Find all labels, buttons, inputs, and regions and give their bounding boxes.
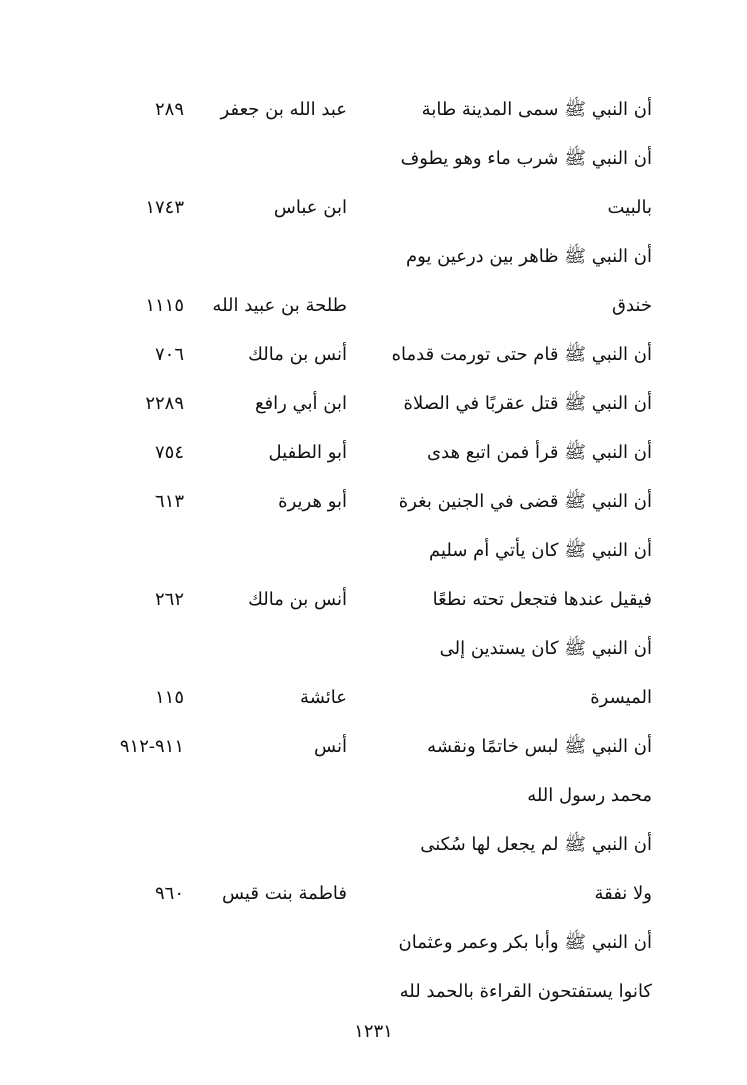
index-row: [0, 771, 747, 820]
index-row: [0, 526, 747, 575]
narrator-name: أنس: [314, 736, 347, 757]
narrator-name: أبو الطفيل: [268, 442, 347, 463]
hadith-number: ٢٢٨٩: [145, 393, 184, 414]
hadith-text: أن النبي ﷺ وأبا بكر وعمر وعثمان: [398, 932, 652, 953]
narrator-name: ابن عباس: [273, 197, 347, 218]
hadith-text: أن النبي ﷺ ظاهر بين درعين يوم: [405, 246, 652, 267]
hadith-text: أن النبي ﷺ قتل عقربًا في الصلاة: [403, 393, 652, 414]
hadith-text: الميسرة: [590, 687, 652, 708]
hadith-text: أن النبي ﷺ قرأ فمن اتبع هدى: [427, 442, 652, 463]
index-row: [0, 869, 747, 918]
hadith-number: ٩١١-٩١٢: [119, 736, 184, 757]
index-row: [0, 428, 747, 477]
index-row: [0, 477, 747, 526]
hadith-number: ٢٦٢: [154, 589, 184, 610]
hadith-text: أن النبي ﷺ لبس خاتمًا ونقشه: [427, 736, 652, 757]
narrator-name: عبد الله بن جعفر: [220, 99, 347, 120]
hadith-text: خندق: [612, 295, 652, 316]
index-row: [0, 232, 747, 281]
index-row: [0, 85, 747, 134]
hadith-text: بالبيت: [607, 197, 652, 218]
index-row: [0, 575, 747, 624]
narrator-name: ابن أبي رافع: [254, 393, 347, 414]
hadith-text: أن النبي ﷺ قام حتى تورمت قدماه: [391, 344, 652, 365]
hadith-text: أن النبي ﷺ لم يجعل لها سُكنى: [420, 834, 652, 855]
index-row: [0, 379, 747, 428]
narrator-name: أنس بن مالك: [248, 344, 347, 365]
index-row: [0, 183, 747, 232]
hadith-text: أن النبي ﷺ كان يأتي أم سليم: [428, 540, 652, 561]
hadith-text: أن النبي ﷺ شرب ماء وهو يطوف: [400, 148, 652, 169]
index-row: [0, 722, 747, 771]
hadith-number: ٢٨٩: [154, 99, 184, 120]
hadith-number: ٩٦٠: [154, 883, 184, 904]
hadith-text: أن النبي ﷺ كان يستدين إلى: [439, 638, 652, 659]
hadith-text: محمد رسول الله: [527, 785, 652, 806]
index-row: [0, 281, 747, 330]
hadith-number: ١١٥: [154, 687, 184, 708]
narrator-name: عائشة: [300, 687, 347, 708]
hadith-text: فيقيل عندها فتجعل تحته نطعًا: [432, 589, 652, 610]
narrator-name: طلحة بن عبيد الله: [212, 295, 347, 316]
index-row: [0, 967, 747, 1016]
hadith-text: أن النبي ﷺ قضى في الجنين بغرة: [398, 491, 652, 512]
narrator-name: أنس بن مالك: [248, 589, 347, 610]
hadith-number: ٧٥٤: [154, 442, 184, 463]
index-row: [0, 673, 747, 722]
index-row: [0, 820, 747, 869]
index-row: [0, 918, 747, 967]
index-row: [0, 624, 747, 673]
hadith-text: أن النبي ﷺ سمى المدينة طابة: [421, 99, 652, 120]
hadith-text: كانوا يستفتحون القراءة بالحمد لله: [399, 981, 652, 1002]
index-row: [0, 134, 747, 183]
hadith-text: ولا نفقة: [594, 883, 652, 904]
page-number: ١٢٣١: [354, 1021, 393, 1042]
hadith-number: ١٧٤٣: [145, 197, 184, 218]
hadith-number: ٧٠٦: [154, 344, 184, 365]
narrator-name: فاطمة بنت قيس: [221, 883, 347, 904]
narrator-name: أبو هريرة: [278, 491, 347, 512]
hadith-number: ١١١٥: [145, 295, 184, 316]
index-row: [0, 330, 747, 379]
hadith-number: ٦١٣: [154, 491, 184, 512]
